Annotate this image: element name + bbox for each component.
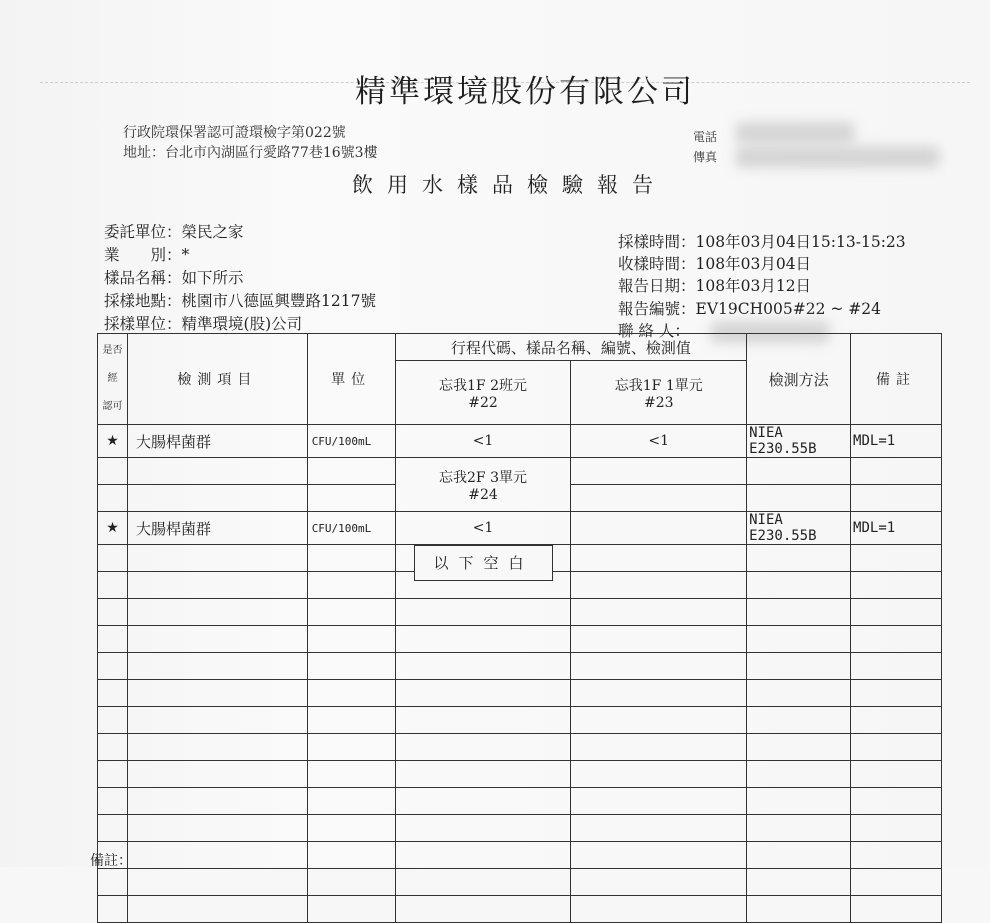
table-row xyxy=(98,842,942,869)
table-row xyxy=(98,653,942,680)
table-row xyxy=(98,734,942,761)
info-sampling-site: 採樣地點：桃園市八德區興豐路1217號 xyxy=(104,292,376,310)
info-contact: 聯 絡 人： xyxy=(618,322,690,340)
table-row: ★ 大腸桿菌群 CFU/100mL <1 <1 NIEA E230.55B MDL=1 xyxy=(98,425,942,458)
license-number: 行政院環保署認可證環檢字第022號 xyxy=(123,125,346,141)
table-row xyxy=(98,815,942,842)
results-table xyxy=(97,333,942,923)
table-row xyxy=(98,458,942,485)
info-industry: 業 別：* xyxy=(104,246,190,264)
table-row xyxy=(98,707,942,734)
redacted-tel xyxy=(735,122,855,144)
col-unit-header: 單位 xyxy=(307,334,395,425)
table-row: ★ 大腸桿菌群 CFU/100mL <1 NIEA E230.55B MDL=1 xyxy=(98,512,942,545)
report-title: 飲用水樣品檢驗報告 xyxy=(352,173,667,197)
info-sampling-unit: 採樣單位：精準環境(股)公司 xyxy=(104,315,303,333)
tel-label: 電話 xyxy=(693,130,718,144)
info-sampling-time: 採樣時間：108年03月04日15:13-15:23 xyxy=(618,233,906,251)
info-report-date: 報告日期：108年03月12日 xyxy=(618,277,812,295)
table-row xyxy=(98,680,942,707)
company-address: 地址：台北市內湖區行愛路77巷16號3樓 xyxy=(123,145,378,161)
table-row xyxy=(98,788,942,815)
col-remark-header: 備註 xyxy=(851,334,942,425)
col-item-header: 檢測項目 xyxy=(127,334,307,425)
blank-below-stamp: 以下空白 xyxy=(414,545,553,581)
sample3-header: 忘我2F 3單元 #24 xyxy=(395,458,571,512)
table-row xyxy=(98,599,942,626)
sample1-header: 忘我1F 2班元 #22 xyxy=(395,361,571,425)
sample2-header: 忘我1F 1單元 #23 xyxy=(571,361,747,425)
col-method-header: 檢測方法 xyxy=(747,334,851,425)
table-row xyxy=(98,869,942,896)
table-row xyxy=(98,761,942,788)
info-receive-time: 收樣時間：108年03月04日 xyxy=(618,255,812,273)
info-client: 委託單位：榮民之家 xyxy=(104,223,244,241)
table-row xyxy=(98,626,942,653)
remark-label: 備註： xyxy=(90,853,132,869)
redacted-fax xyxy=(735,146,940,168)
info-sample-name: 樣品名稱：如下所示 xyxy=(104,269,244,287)
col-group-header: 行程代碼、樣品名稱、編號、檢測值 xyxy=(395,334,746,361)
col-accredited-header: 是否 經 認可 xyxy=(98,334,128,425)
info-report-number: 報告編號：EV19CH005#22 ~ #24 xyxy=(618,300,881,318)
table-row xyxy=(98,896,942,923)
company-name: 精準環境股份有限公司 xyxy=(355,74,695,110)
fax-label: 傳真 xyxy=(693,150,718,164)
